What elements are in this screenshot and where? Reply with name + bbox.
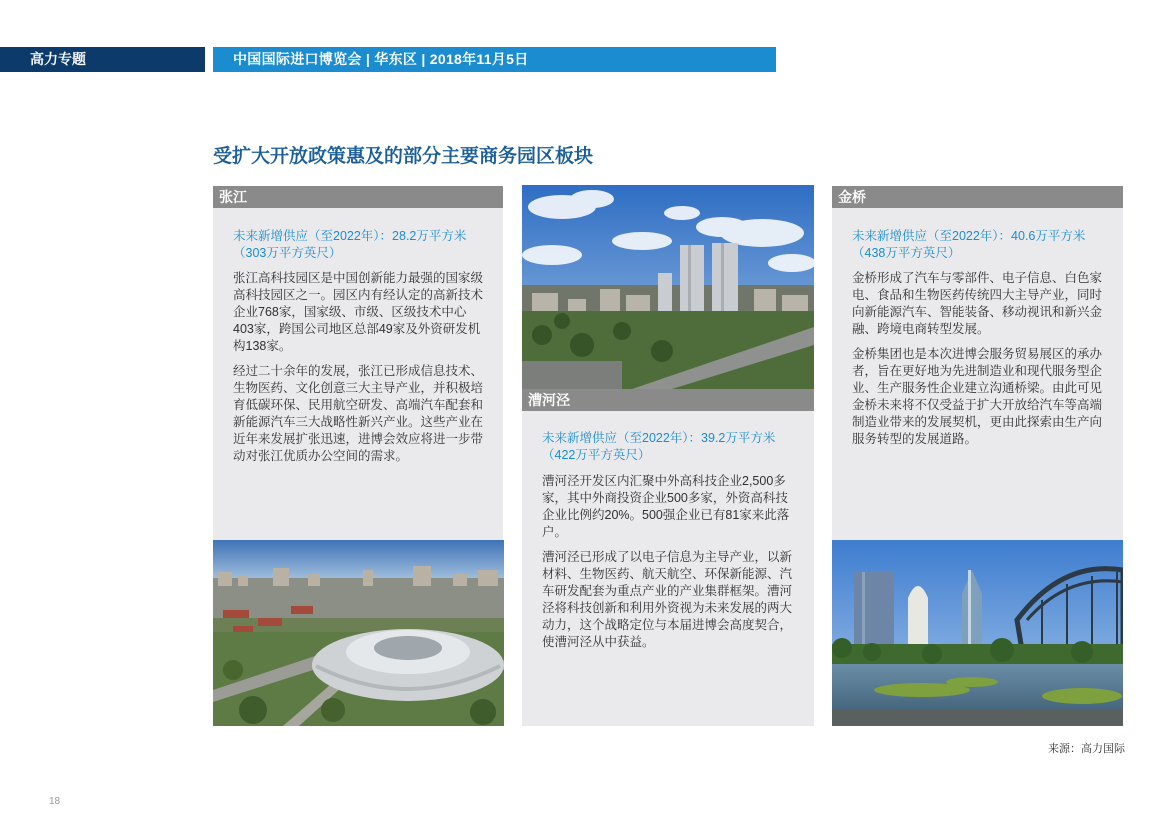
caohejing-supply: 未来新增供应（至2022年）：39.2万平方米（422万平方英尺） <box>542 431 776 462</box>
zhangjiang-description <box>233 270 485 473</box>
section-header-bar <box>0 47 205 72</box>
jinqiao-description <box>852 270 1106 456</box>
page-number: 18 <box>49 796 61 807</box>
jinqiao-paragraph-1: 金桥形成了汽车与零部件、电子信息、白色家电、食品和生物医药传统四大主导产业，同时向新能源汽车、智能装备、移动视讯和新兴金融、跨境电商转型发展。 <box>852 271 1103 336</box>
zhangjiang-paragraph-1: 张江高科技园区是中国创新能力最强的国家级高科技园区之一。园区内有经认定的高新技术企业768家，国家级、市级、区级技术中心403家，跨国公司地区总部49家及外资研发机构138家。 <box>233 271 484 353</box>
jinqiao-supply: 未来新增供应（至2022年）：40.6万平方米（438万平方英尺） <box>852 229 1086 260</box>
zhangjiang-name-bar: 张江 <box>213 186 503 208</box>
zhangjiang-photo <box>213 540 504 726</box>
caohejing-paragraph-1: 漕河泾开发区内汇聚中外高科技企业2,500多家，其中外商投资企业500多家，外资高科技企业比例约20%。500强企业已有81家来此落户。 <box>542 474 790 539</box>
caohejing-name-bar: 漕河泾 <box>522 389 814 411</box>
caohejing-photo <box>522 185 814 389</box>
caohejing-paragraph-2: 漕河泾已形成了以电子信息为主导产业，以新材料、生物医药、航天航空、环保新能源、汽车研发配套为重点产业的产业集群框架。漕河泾将科技创新和利用外资视为未来发展的两大动力，这个战略定位与本届进博会高度契合，使漕河泾从中获益。 <box>542 550 793 649</box>
source-note: 来源：高力国际 <box>1048 743 1125 755</box>
jinqiao-name-bar: 金桥 <box>832 186 1123 208</box>
page-title: 受扩大开放政策惠及的部分主要商务园区板块 <box>213 146 594 167</box>
event-header-bar <box>213 47 776 72</box>
jinqiao-paragraph-2: 金桥集团也是本次进博会服务贸易展区的承办者，旨在更好地为先进制造业和现代服务型企业、生产服务性企业建立沟通桥梁。由此可见金桥未来将不仅受益于扩大开放给汽车等高端制造业带来的发展契机，更由此探索由生产向服务转型的发展道路。 <box>852 347 1103 446</box>
section-label: 高力专题 <box>30 51 86 67</box>
event-label: 中国国际进口博览会 | 华东区 | 2018年11月5日 <box>233 51 529 67</box>
zhangjiang-supply: 未来新增供应（至2022年）：28.2万平方米（303万平方英尺） <box>233 229 467 260</box>
jinqiao-photo <box>832 540 1123 726</box>
caohejing-description <box>542 473 796 659</box>
zhangjiang-paragraph-2: 经过二十余年的发展，张江已形成信息技术、生物医药、文化创意三大主导产业，并积极培育低碳环保、民用航空研发、高端汽车配套和新能源汽车三大战略性新兴产业。这些产业在近年来发展扩张迅速，进博会效应将进一步带动对张江优质办公空间的需求。 <box>233 364 484 463</box>
